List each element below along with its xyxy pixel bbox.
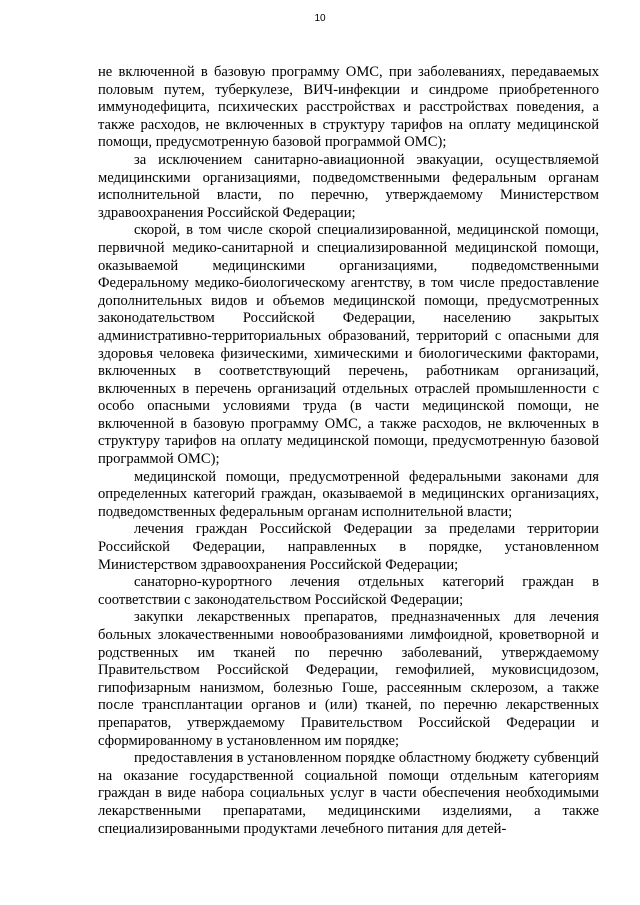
paragraph-6: санаторно-курортного лечения отдельных категорий граждан в соответствии с законодательством Российской Федерации; (98, 574, 599, 608)
page-number: 10 (314, 13, 326, 24)
paragraph-1: не включенной в базовую программу ОМС, при заболеваниях, передаваемых половым путем, туберкулезе, ВИЧ-инфекции и синдроме приобретенного иммунодефицита, психических расстройствах и расстройствах поведения, а также расходов, не включенных в структуру тарифов на оплату медицинской помощи, предусмотренную базовой программой ОМС); (98, 64, 599, 151)
paragraph-5: лечения граждан Российской Федерации за пределами территории Российской Федерации, направленных в порядке, установленном Министерством здравоохранения Российской Федерации; (98, 521, 599, 573)
paragraph-4: медицинской помощи, предусмотренной федеральными законами для определенных категорий граждан, оказываемой в медицинских организациях, подведомственных федеральным органам исполнительной власти; (98, 468, 599, 520)
paragraph-7: закупки лекарственных препаратов, предназначенных для лечения больных злокачественными новообразованиями лимфоидной, кроветворной и родственных им тканей по перечню заболеваний, утверждаемому Правительством Российской Федерации, гемофилией, муковисцидозом, гипофизарным нанизмом, болезнью Гоше, рассеянным склерозом, а также после трансплантации органов и (или) тканей, по перечню лекарственных препаратов, утверждаемому Правительством Российской Федерации и сформированному в установленном им порядке; (98, 609, 599, 749)
paragraph-8: предоставления в установленном порядке областному бюджету субвенций на оказание государственной социальной помощи отдельным категориям граждан в виде набора социальных услуг в части обеспечения необходимыми лекарственными препаратами, медицинскими изделиями, а также специализированными продуктами лечебного питания для детей- (98, 750, 599, 837)
paragraph-2: за исключением санитарно-авиационной эвакуации, осуществляемой медицинскими организациями, подведомственными федеральным органам исполнительной власти, по перечню, утверждаемому Министерством здравоохранения Российской Федерации; (98, 151, 599, 221)
document-body (98, 64, 599, 838)
paragraph-3: скорой, в том числе скорой специализированной, медицинской помощи, первичной медико-санитарной и специализированной медицинской помощи, оказываемой медицинскими организациями, подведомственными Федеральному медико-биологическому агентству, в том числе предоставление дополнительных видов и объемов медицинской помощи, предусмотренных законодательством Российской Федерации, населению закрытых административно-территориальных образований, территорий с опасными для здоровья человека физическими, химическими и биологическими факторами, включенных в соответствующий перечень, работникам организаций, включенных в перечень организаций отдельных отраслей промышленности с особо опасными условиями труда (в части медицинской помощи, не включенной в базовую программу ОМС, а также расходов, не включенных в структуру тарифов на оплату медицинской помощи, предусмотренную базовой программой ОМС); (98, 222, 599, 468)
